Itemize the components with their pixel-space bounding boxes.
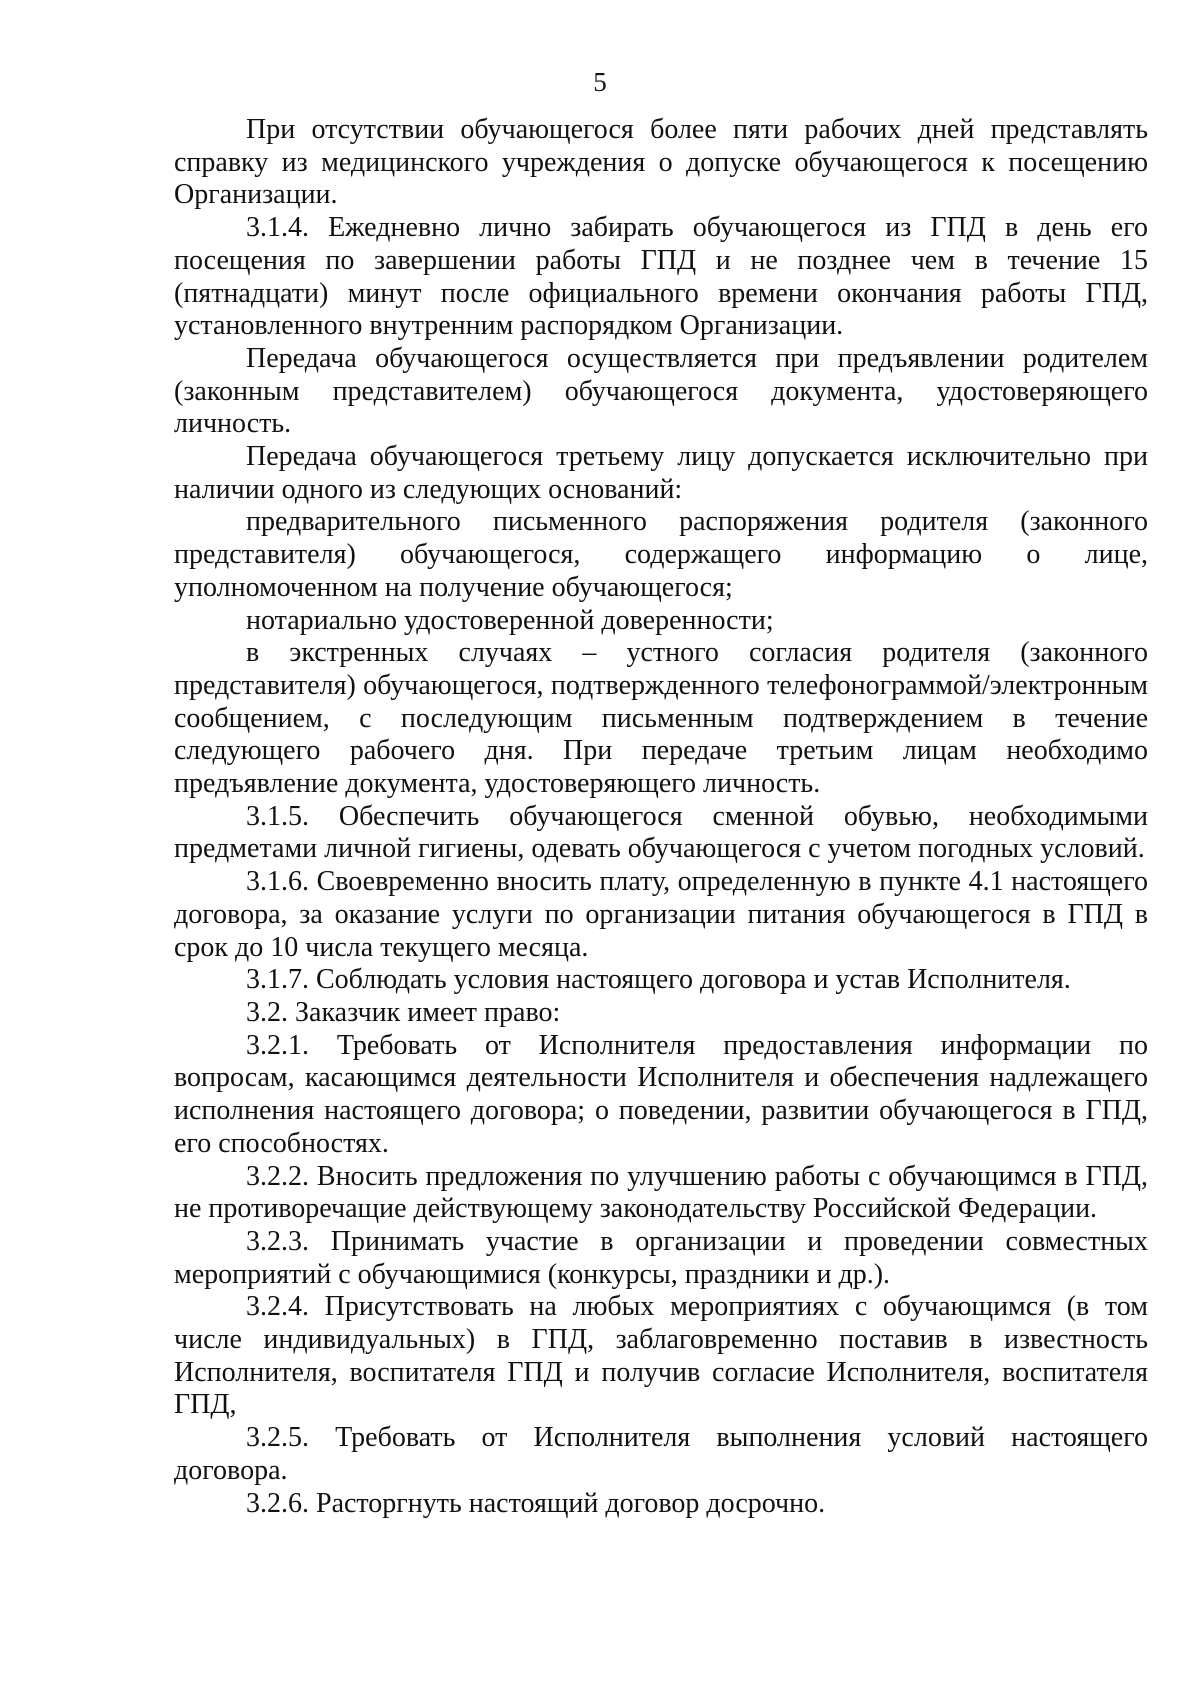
paragraph-3-2-3: 3.2.3. Принимать участие в организации и проведении совместных мероприятий с обучающимися (конкурсы, праздники и др.).	[174, 1225, 1148, 1290]
paragraph-3-1-6: 3.1.6. Своевременно вносить плату, определенную в пункте 4.1 настоящего договора, за оказание услуги по организации питания обучающегося в ГПД в срок до 10 числа текущего месяца.	[174, 866, 1148, 963]
paragraph-3-2-2: 3.2.2. Вносить предложения по улучшению работы с обучающимся в ГПД, не противоречащие действующему законодательству Российской Федерации.	[174, 1160, 1148, 1225]
paragraph-emergency-consent: в экстренных случаях – устного согласия родителя (законного представителя) обучающегося, подтвержденного телефонограммой/электронным сообщением, с последующим письменным подтверждением в течение следующего рабочего дня. При передаче третьим лицам необходимо предъявление документа, удостоверяющего личность.	[174, 637, 1148, 800]
paragraph-handover-third-party: Передача обучающегося третьему лицу допускается исключительно при наличии одного из следующих оснований:	[174, 441, 1148, 505]
paragraph-3-1-7: 3.1.7. Соблюдать условия настоящего договора и устав Исполнителя.	[246, 964, 1071, 996]
paragraph-absence-certificate: При отсутствии обучающегося более пяти рабочих дней представлять справку из медицинского учреждения о допуске обучающегося к посещению Организации.	[174, 114, 1148, 211]
paragraph-notarized-proxy: нотариально удостоверенной доверенности;	[246, 604, 774, 636]
paragraph-3-1-4: 3.1.4. Ежедневно лично забирать обучающегося из ГПД в день его посещения по завершении работы ГПД и не позднее чем в течение 15 (пятнадцати) минут после официального времени окончания работы ГПД, установленного внутренним распорядком Организации.	[174, 212, 1148, 342]
paragraph-handover-parent: Передача обучающегося осуществляется при предъявлении родителем (законным представителем) обучающегося документа, удостоверяющего личность.	[174, 342, 1148, 440]
paragraph-written-order: предварительного письменного распоряжения родителя (законного представителя) обучающегося, содержащего информацию о лице, уполномоченном на получение обучающегося;	[174, 506, 1148, 603]
paragraph-3-2-6: 3.2.6. Расторгнуть настоящий договор досрочно.	[246, 1487, 826, 1519]
paragraph-3-1-5: 3.1.5. Обеспечить обучающегося сменной обувью, необходимыми предметами личной гигиены, одевать обучающегося с учетом погодных условий.	[174, 800, 1148, 865]
paragraph-3-2-5: 3.2.5. Требовать от Исполнителя выполнения условий настоящего договора.	[174, 1422, 1148, 1486]
paragraph-3-2: 3.2. Заказчик имеет право:	[246, 996, 561, 1028]
paragraph-3-2-1: 3.2.1. Требовать от Исполнителя предоставления информации по вопросам, касающимся деятельности Исполнителя и обеспечения надлежащего исполнения настоящего договора; о поведении, развитии обучающегося в ГПД, его способностях.	[174, 1029, 1148, 1159]
page-number: 5	[593, 67, 607, 97]
document-body	[174, 114, 1148, 1520]
paragraph-3-2-4: 3.2.4. Присутствовать на любых мероприятиях с обучающимся (в том числе индивидуальных) в ГПД, заблаговременно поставив в известность Исполнителя, воспитателя ГПД и получив согласие Исполнителя, воспитателя ГПД,	[174, 1291, 1148, 1421]
